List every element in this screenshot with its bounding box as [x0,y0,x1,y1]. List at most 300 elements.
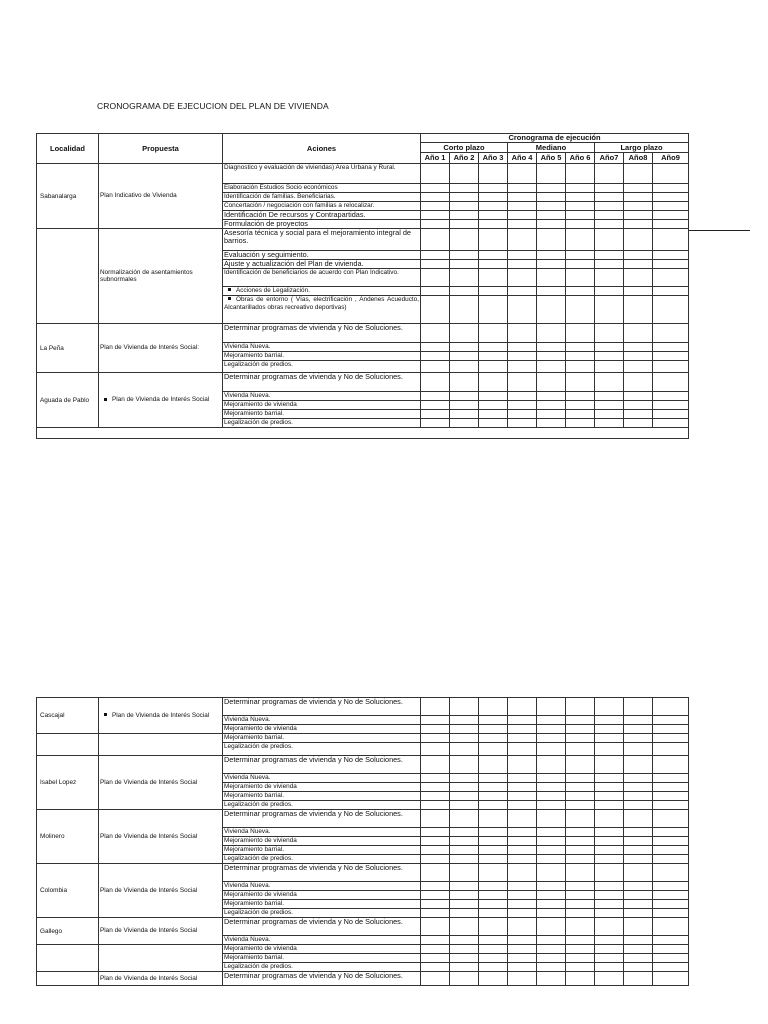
accion-cell [223,260,421,269]
propuesta-text: Plan de Vivienda de Interés Social [100,974,198,982]
schedule-cell [508,810,537,828]
schedule-cell [624,164,653,184]
schedule-cell [450,193,479,202]
schedule-cell [421,164,450,184]
schedule-cell [566,211,595,220]
schedule-cell [653,846,689,855]
schedule-cell [624,401,653,410]
schedule-cell [653,734,689,743]
schedule-cell [508,698,537,716]
schedule-cell [653,900,689,909]
schedule-cell [537,954,566,963]
schedule-cell [537,774,566,783]
schedule-cell [595,936,624,945]
schedule-cell [566,352,595,361]
header-localidad: Localidad [37,134,99,164]
schedule-cell [450,184,479,193]
schedule-cell [450,251,479,260]
table-row [37,229,689,251]
schedule-cell [421,229,450,251]
table-row [37,734,689,743]
schedule-cell [537,184,566,193]
schedule-cell [450,410,479,419]
accion-cell [223,220,421,229]
schedule-cell [595,945,624,954]
header-corto-plazo: Corto plazo [421,143,508,153]
schedule-cell [653,725,689,734]
schedule-cell [566,743,595,756]
schedule-table-1 [36,133,689,439]
accion-text: Legalización de predios. [224,419,293,426]
schedule-cell [450,392,479,401]
accion-cell [223,410,421,419]
schedule-cell [421,193,450,202]
schedule-cell [421,296,450,324]
schedule-cell [595,846,624,855]
schedule-cell [566,945,595,954]
schedule-cell [479,184,508,193]
schedule-cell [508,164,537,184]
schedule-cell [653,864,689,882]
propuesta-cell [99,756,223,810]
accion-cell [223,419,421,428]
header-largo-plazo: Largo plazo [595,143,689,153]
schedule-cell [566,251,595,260]
table-row [37,945,689,954]
schedule-cell [624,756,653,774]
schedule-cell [508,269,537,287]
accion-cell [223,211,421,220]
schedule-cell [421,419,450,428]
schedule-cell [508,972,537,986]
schedule-cell [595,229,624,251]
schedule-cell [421,846,450,855]
schedule-cell [479,846,508,855]
schedule-cell [421,936,450,945]
localidad-cell: Cascajal [37,698,99,734]
accion-text: Ajuste y actualización del Plan de vivienda. [224,259,364,268]
schedule-cell [421,698,450,716]
schedule-cell [421,909,450,918]
accion-text: Concertación / negociación con familias a relocalizar. [224,202,375,209]
schedule-cell [508,419,537,428]
schedule-cell [624,184,653,193]
schedule-cell [450,792,479,801]
accion-cell [223,864,421,882]
accion-text: Legalización de predios. [224,801,293,808]
accion-cell [223,202,421,211]
schedule-cell [421,392,450,401]
schedule-cell [653,954,689,963]
schedule-cell [479,343,508,352]
propuesta-text: Plan Indicativo de Vivienda [100,192,177,200]
schedule-cell [624,900,653,909]
schedule-cell [537,296,566,324]
propuesta-cell [99,164,223,229]
schedule-cell [595,792,624,801]
accion-cell [223,792,421,801]
schedule-cell [624,343,653,352]
schedule-cell [479,801,508,810]
schedule-cell [479,260,508,269]
propuesta-text: Plan de Vivienda de Interés Social [112,396,210,404]
schedule-cell [653,716,689,725]
schedule-cell [450,783,479,792]
schedule-cell [450,963,479,972]
schedule-cell [624,828,653,837]
schedule-cell [566,220,595,229]
schedule-cell [537,352,566,361]
schedule-cell [653,410,689,419]
localidad-cell: Molinero [37,810,99,864]
schedule-cell [421,963,450,972]
schedule-cell [508,963,537,972]
schedule-cell [537,324,566,343]
propuesta-text: Plan de Vivienda de Interés Social: [100,344,200,352]
schedule-cell [450,287,479,296]
schedule-cell [450,419,479,428]
schedule-cell [566,324,595,343]
schedule-cell [624,945,653,954]
schedule-cell [595,184,624,193]
schedule-cell [537,837,566,846]
schedule-cell [566,164,595,184]
localidad-cell [37,734,99,756]
schedule-cell [595,828,624,837]
accion-text: Legalización de predios. [224,361,293,368]
schedule-cell [566,936,595,945]
schedule-cell [566,828,595,837]
schedule-cell [537,900,566,909]
schedule-cell [537,945,566,954]
schedule-cell [479,401,508,410]
schedule-cell [421,783,450,792]
schedule-cell [595,837,624,846]
schedule-cell [479,792,508,801]
schedule-cell [624,229,653,251]
table-row [37,164,689,184]
accion-text: Vivienda Nueva. [224,882,271,889]
schedule-cell [537,828,566,837]
schedule-cell [479,698,508,716]
schedule-cell [537,855,566,864]
schedule-cell [421,287,450,296]
schedule-cell [508,352,537,361]
schedule-cell [450,801,479,810]
schedule-cell [421,801,450,810]
schedule-cell [566,801,595,810]
propuesta-cell [99,229,223,324]
propuesta-cell [99,945,223,972]
schedule-cell [653,945,689,954]
schedule-cell [624,373,653,392]
schedule-cell [450,260,479,269]
schedule-cell [508,756,537,774]
schedule-cell [479,774,508,783]
accion-text: Evaluación y seguimiento. [224,250,309,259]
schedule-cell [421,734,450,743]
schedule-cell [508,220,537,229]
schedule-cell [479,756,508,774]
accion-cell [223,734,421,743]
accion-cell [223,846,421,855]
document-title: CRONOGRAMA DE EJECUCION DEL PLAN DE VIVIENDA [97,101,329,111]
schedule-cell [508,900,537,909]
schedule-cell [537,202,566,211]
accion-text: Identificación de beneficiarios de acuerdo con Plan Indicativo. [224,269,399,276]
schedule-cell [537,229,566,251]
schedule-cell [450,891,479,900]
accion-text: Acciones de Legalización. [236,287,310,294]
accion-text: Formulación de proyectos [224,219,308,228]
schedule-cell [566,419,595,428]
accion-cell [223,251,421,260]
schedule-cell [595,963,624,972]
schedule-cell [653,909,689,918]
schedule-cell [537,193,566,202]
schedule-cell [595,756,624,774]
accion-text: Determinar programas de vivienda y No de Soluciones. [224,697,403,706]
schedule-cell [653,963,689,972]
header-year-7: Año7 [595,153,624,164]
schedule-cell [421,918,450,936]
schedule-cell [479,972,508,986]
schedule-table-2 [36,697,689,986]
schedule-cell [508,743,537,756]
schedule-cell [624,972,653,986]
schedule-cell [508,954,537,963]
schedule-cell [421,184,450,193]
accion-cell [223,343,421,352]
schedule-cell [653,419,689,428]
schedule-cell [537,882,566,891]
schedule-cell [595,774,624,783]
schedule-cell [566,373,595,392]
schedule-cell [595,734,624,743]
schedule-cell [421,725,450,734]
table-row [37,972,689,986]
schedule-cell [566,392,595,401]
localidad-cell [37,972,99,986]
schedule-cell [479,864,508,882]
schedule-cell [479,211,508,220]
accion-cell [223,909,421,918]
accion-cell [223,774,421,783]
schedule-cell [653,193,689,202]
schedule-cell [624,837,653,846]
schedule-cell [595,202,624,211]
schedule-cell [537,260,566,269]
schedule-cell [566,954,595,963]
accion-text: Mejoramiento de vivienda [224,945,297,952]
schedule-cell [450,229,479,251]
header-mediano: Mediano [508,143,595,153]
schedule-cell [479,202,508,211]
schedule-cell [537,891,566,900]
schedule-cell [624,716,653,725]
schedule-cell [566,734,595,743]
schedule-cell [421,352,450,361]
schedule-cell [624,361,653,373]
schedule-cell [537,743,566,756]
schedule-cell [595,251,624,260]
schedule-cell [479,352,508,361]
accion-text: Legalización de predios. [224,963,293,970]
schedule-cell [479,419,508,428]
header-year-6: Año 6 [566,153,595,164]
schedule-cell [421,361,450,373]
schedule-cell [624,419,653,428]
accion-text: Determinar programas de vivienda y No de Soluciones. [224,863,403,872]
schedule-cell [537,164,566,184]
accion-text: Vivienda Nueva. [224,716,271,723]
schedule-cell [537,220,566,229]
schedule-cell [624,918,653,936]
propuesta-cell [99,972,223,986]
schedule-cell [508,945,537,954]
accion-cell [223,855,421,864]
schedule-cell [479,783,508,792]
schedule-cell [479,810,508,828]
schedule-cell [537,287,566,296]
schedule-cell [595,269,624,287]
schedule-cell [450,164,479,184]
accion-cell [223,229,421,251]
propuesta-text: Plan de Vivienda de Interés Social [100,778,198,786]
schedule-cell [624,846,653,855]
schedule-cell [566,410,595,419]
schedule-cell [537,810,566,828]
schedule-cell [624,909,653,918]
schedule-cell [421,828,450,837]
schedule-cell [653,164,689,184]
schedule-cell [653,296,689,324]
schedule-cell [479,269,508,287]
bullet-icon [228,297,231,300]
schedule-cell [479,936,508,945]
schedule-cell [508,909,537,918]
accion-cell [223,716,421,725]
header-propuesta: Propuesta [99,134,223,164]
schedule-cell [508,361,537,373]
accion-text: Mejoramiento barrial. [224,792,285,799]
schedule-cell [595,882,624,891]
schedule-cell [450,716,479,725]
schedule-cell [566,343,595,352]
schedule-cell [653,260,689,269]
schedule-cell [653,828,689,837]
accion-cell [223,725,421,734]
schedule-cell [421,343,450,352]
accion-cell [223,891,421,900]
schedule-cell [653,324,689,343]
table-row [37,756,689,774]
schedule-cell [624,774,653,783]
schedule-cell [508,401,537,410]
schedule-cell [508,855,537,864]
schedule-cell [421,855,450,864]
accion-cell [223,936,421,945]
schedule-cell [508,193,537,202]
schedule-cell [595,725,624,734]
schedule-cell [566,184,595,193]
schedule-cell [450,855,479,864]
schedule-cell [508,373,537,392]
accion-text: Mejoramiento barrial. [224,900,285,907]
schedule-cell [566,202,595,211]
schedule-cell [566,229,595,251]
schedule-cell [421,743,450,756]
schedule-cell [450,756,479,774]
accion-cell [223,392,421,401]
schedule-cell [421,373,450,392]
schedule-cell [421,810,450,828]
propuesta-cell [99,810,223,864]
schedule-cell [508,392,537,401]
header-cronograma: Cronograma de ejecución [421,134,689,143]
schedule-cell [421,900,450,909]
schedule-cell [537,401,566,410]
bullet-icon [104,713,107,716]
accion-text: Determinar programas de vivienda y No de Soluciones. [224,971,403,980]
schedule-cell [653,352,689,361]
schedule-cell [508,260,537,269]
header-year-4: Año 4 [508,153,537,164]
accion-text: Vivienda Nueva. [224,936,271,943]
schedule-cell [566,864,595,882]
schedule-cell [653,801,689,810]
schedule-cell [508,716,537,725]
schedule-cell [508,211,537,220]
schedule-cell [450,900,479,909]
schedule-cell [479,837,508,846]
accion-cell [223,287,421,296]
schedule-cell [566,725,595,734]
schedule-cell [450,202,479,211]
localidad-cell [37,945,99,972]
schedule-cell [624,743,653,756]
schedule-cell [508,725,537,734]
accion-cell [223,269,421,287]
accion-cell [223,945,421,954]
schedule-cell [421,864,450,882]
schedule-cell [624,251,653,260]
schedule-cell [421,945,450,954]
schedule-cell [566,882,595,891]
schedule-cell [508,202,537,211]
schedule-cell [508,882,537,891]
accion-text: Vivienda Nueva. [224,392,271,399]
accion-text: Determinar programas de vivienda y No de Soluciones. [224,372,403,381]
table-row [37,373,689,392]
schedule-cell [566,401,595,410]
schedule-cell [450,324,479,343]
schedule-cell [624,954,653,963]
schedule-cell [479,373,508,392]
schedule-cell [595,801,624,810]
schedule-cell [479,392,508,401]
header-year-2: Año 2 [450,153,479,164]
schedule-cell [508,324,537,343]
schedule-cell [653,792,689,801]
accion-cell [223,756,421,774]
schedule-cell [624,202,653,211]
schedule-cell [653,202,689,211]
propuesta-cell [99,918,223,945]
schedule-cell [537,419,566,428]
schedule-cell [624,211,653,220]
schedule-cell [508,184,537,193]
